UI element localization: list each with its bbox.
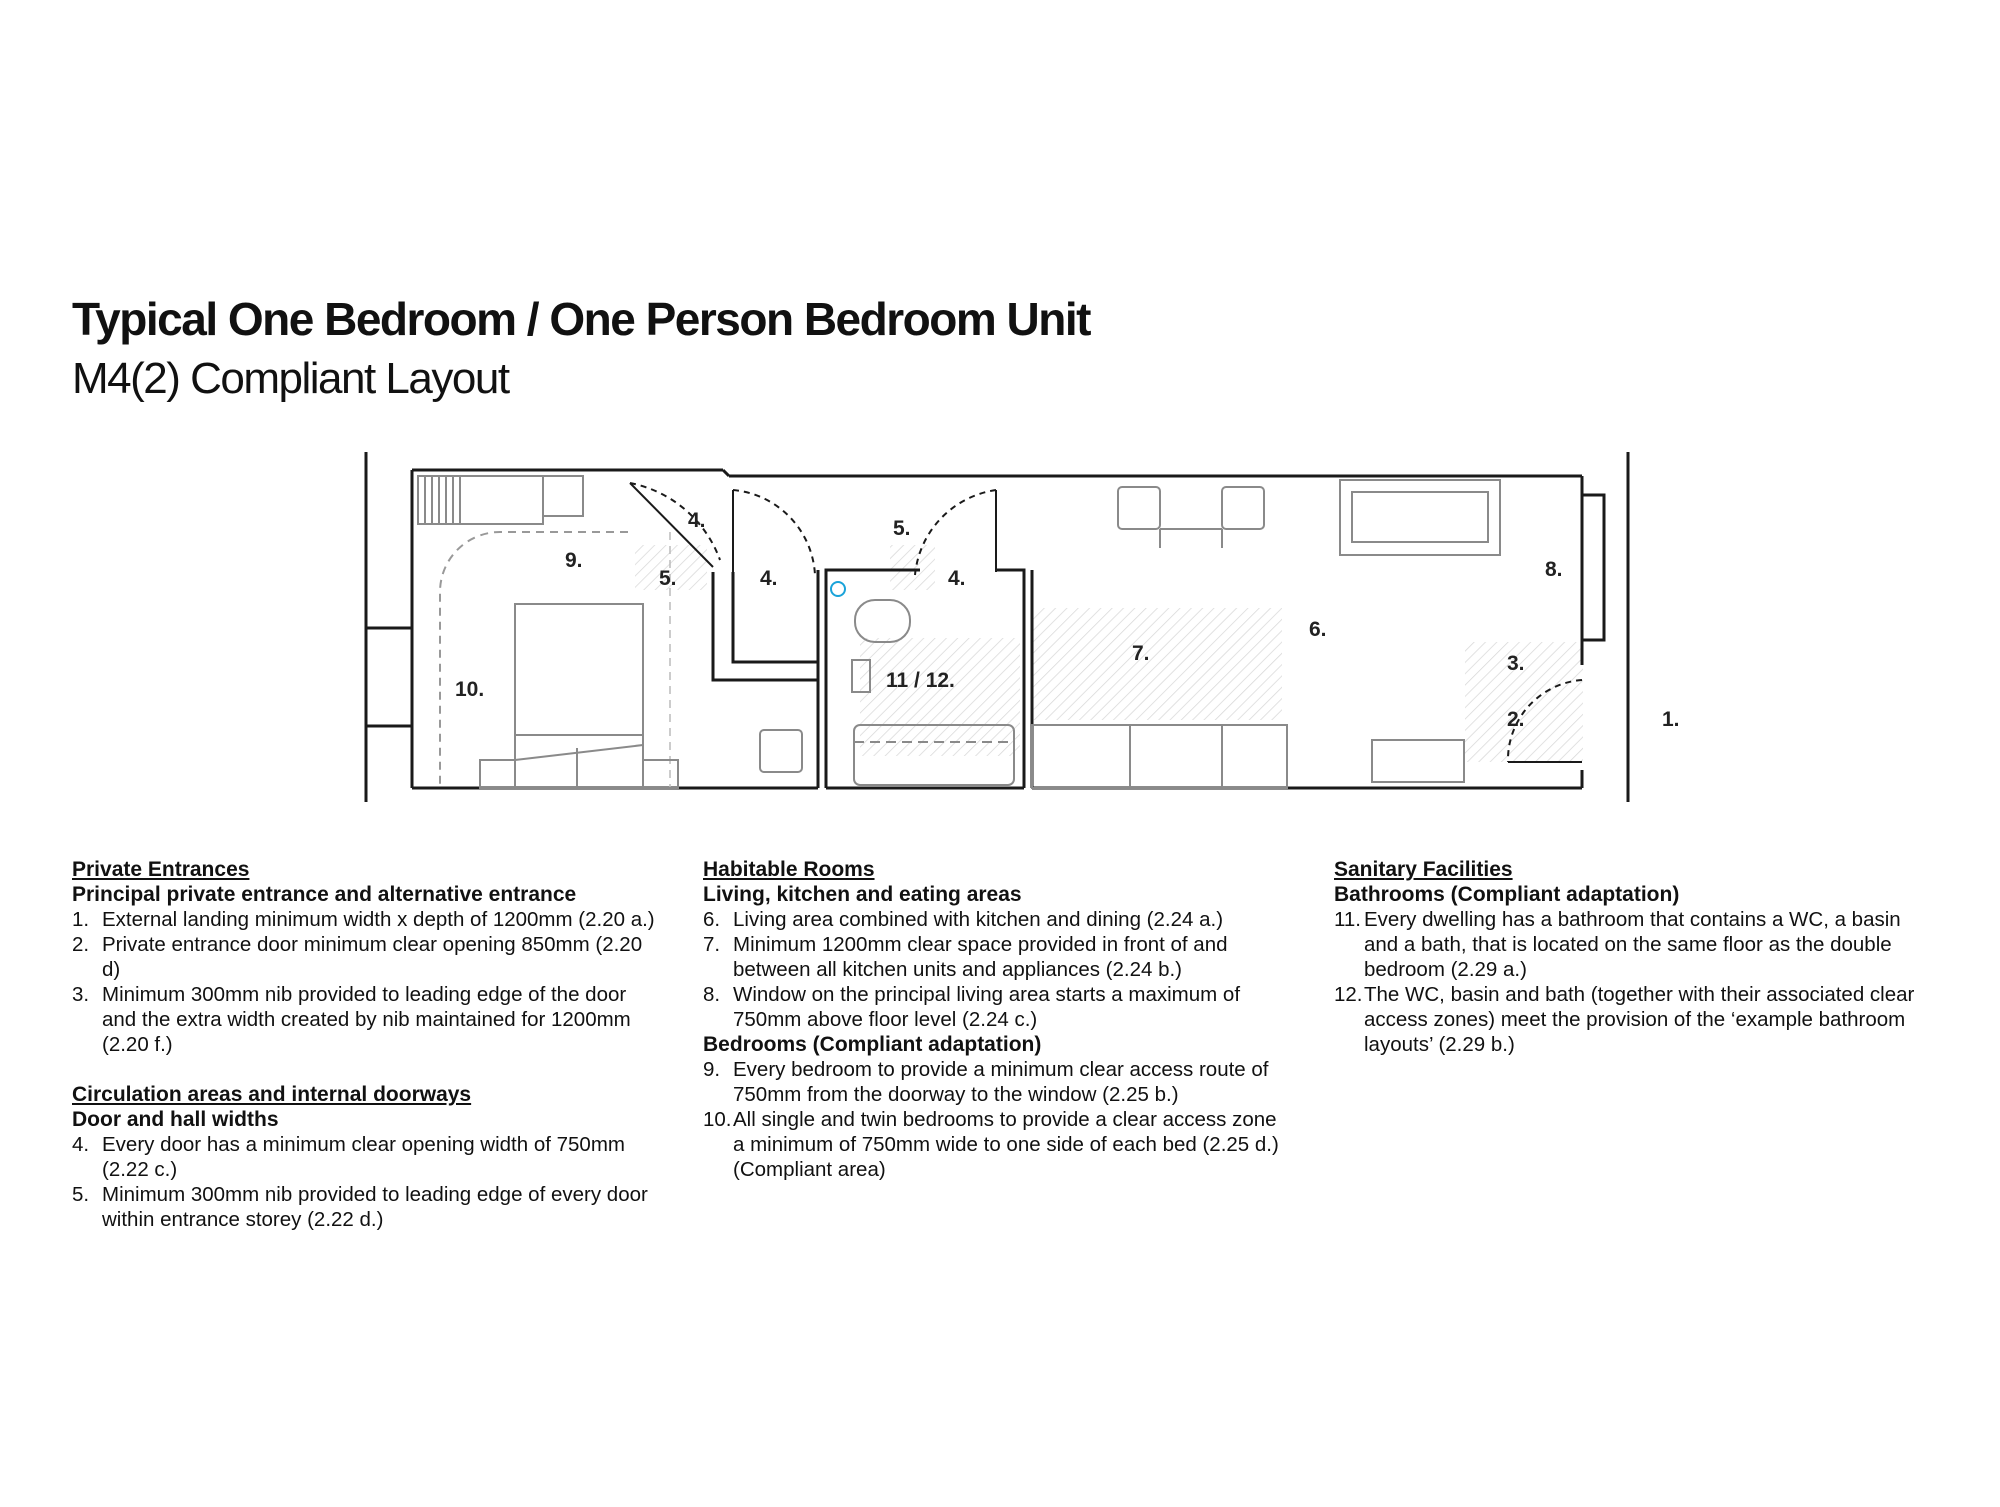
subheading-bathrooms: Bathrooms (Compliant adaptation) [1334, 883, 1680, 906]
column-sanitary [1334, 857, 1924, 1057]
page-title: Typical One Bedroom / One Person Bedroom Unit [72, 293, 1090, 345]
list-habitable [703, 907, 1293, 1032]
heading-private-entrances: Private Entrances [72, 858, 250, 881]
column-private-entrances [72, 857, 662, 1232]
plan-label-1: 1. [1662, 708, 1680, 731]
subheading-bedrooms: Bedrooms (Compliant adaptation) [703, 1033, 1042, 1056]
list-private-entrances [72, 907, 662, 1057]
list-bedrooms [703, 1057, 1293, 1182]
plan-label-9: 9. [565, 549, 583, 572]
subheading-living-kitchen: Living, kitchen and eating areas [703, 883, 1022, 906]
plan-label-6: 6. [1309, 618, 1327, 641]
page-subtitle: M4(2) Compliant Layout [72, 354, 509, 403]
plan-label-4b: 4. [760, 567, 778, 590]
furniture [418, 476, 1500, 788]
plan-label-4c: 4. [948, 567, 966, 590]
list-item: 3. Minimum 300mm nib provided to leading edge of the door and the extra width created by nib maintained for 1200mm (2.20 f.) [72, 983, 631, 1056]
list-item: 11. Every dwelling has a bathroom that contains a WC, a basin and a bath, that is located on the same floor as the double bedroom (2.29 a.) [1334, 908, 1901, 981]
list-item: 4. Every door has a minimum clear opening width of 750mm (2.22 c.) [72, 1133, 625, 1181]
list-item: 2. Private entrance door minimum clear opening 850mm (2.20 d) [72, 933, 643, 981]
subheading-door-hall-widths: Door and hall widths [72, 1108, 279, 1131]
heading-circulation: Circulation areas and internal doorways [72, 1083, 472, 1106]
plan-label-2: 2. [1507, 708, 1525, 731]
list-sanitary [1334, 907, 1924, 1057]
heading-sanitary: Sanitary Facilities [1334, 858, 1513, 881]
plan-label-10: 10. [455, 678, 485, 701]
plan-label-7: 7. [1132, 642, 1150, 665]
list-item: 12. The WC, basin and bath (together with their associated clear access zones) meet the provision of the ‘example bathroom layouts’ (2.29 b.) [1334, 983, 1915, 1056]
list-item: 5. Minimum 300mm nib provided to leading edge of every door within entrance storey (2.22 d.) [72, 1183, 648, 1231]
plan-label-5a: 5. [659, 567, 677, 590]
plan-label-8: 8. [1545, 558, 1563, 581]
plan-label-11-12: 11 / 12. [886, 669, 955, 692]
heading-habitable-rooms: Habitable Rooms [703, 858, 875, 881]
list-item: 9. Every bedroom to provide a minimum clear access route of 750mm from the doorway to the window (2.25 b.) [703, 1058, 1269, 1106]
list-item: 1. External landing minimum width x depth of 1200mm (2.20 a.) [72, 908, 655, 931]
list-circulation [72, 1132, 662, 1232]
list-item: 7. Minimum 1200mm clear space provided in front of and between all kitchen units and appliances (2.24 b.) [703, 933, 1228, 981]
column-habitable-rooms [703, 857, 1293, 1182]
plan-label-5b: 5. [893, 517, 911, 540]
list-item: 6. Living area combined with kitchen and dining (2.24 a.) [703, 908, 1224, 931]
subheading-principal-entrance: Principal private entrance and alternative entrance [72, 883, 577, 906]
list-item: 10. All single and twin bedrooms to provide a clear access zone a minimum of 750mm wide to one side of each bed (2.25 d.) (Compliant area) [703, 1108, 1279, 1181]
plan-label-3: 3. [1507, 652, 1525, 675]
plan-label-4a: 4. [688, 509, 706, 532]
list-item: 8. Window on the principal living area starts a maximum of 750mm above floor level (2.24 c.) [703, 983, 1241, 1031]
soil-pipe-icon [831, 582, 845, 596]
